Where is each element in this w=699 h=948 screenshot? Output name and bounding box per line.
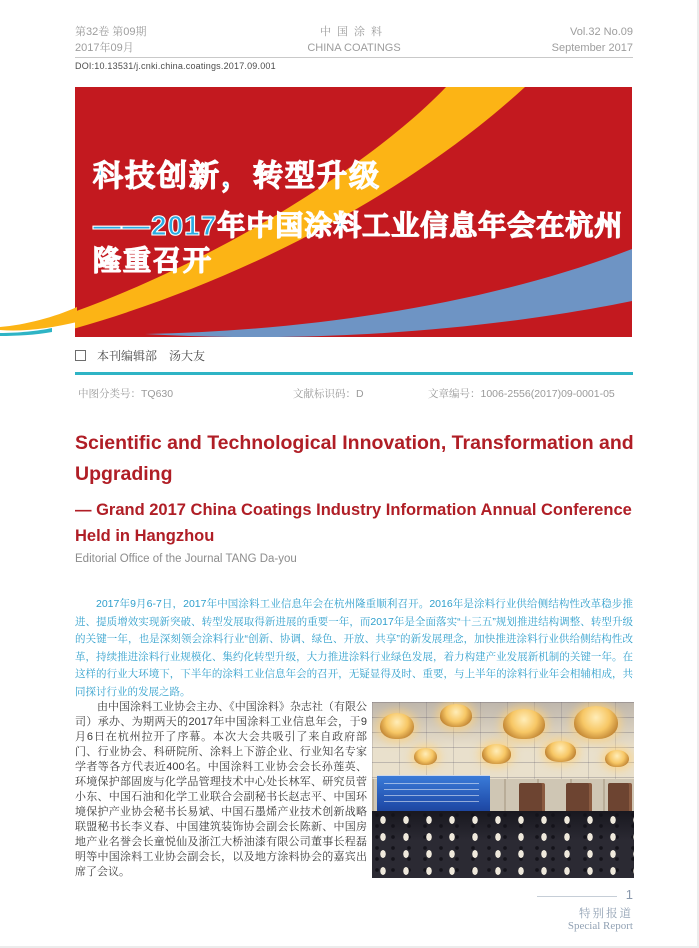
english-title: Scientific and Technological Innovation, Transformation and Upgrading xyxy=(75,432,634,485)
byline-label: 本刊编辑部 xyxy=(97,349,158,363)
chandelier-icon xyxy=(414,748,438,766)
english-authors: Editorial Office of the Journal TANG Da-you xyxy=(75,553,297,565)
photo-door xyxy=(608,783,629,815)
page-number-rule xyxy=(537,896,617,897)
banner-title-line1: 科技创新，转型升级 xyxy=(93,160,381,193)
journal-name-en: CHINA COATINGS xyxy=(307,42,401,54)
date-cn: 2017年09月 xyxy=(75,42,134,54)
page-number: 1 xyxy=(625,887,633,902)
chandelier-icon xyxy=(545,741,576,762)
banner-title-line2: ——2017年中国涂料工业信息年会在杭州 xyxy=(93,210,624,241)
chandelier-icon xyxy=(380,713,414,739)
teal-divider xyxy=(75,372,633,375)
document-code: 文献标识码：D xyxy=(293,388,364,400)
photo-audience xyxy=(372,811,634,878)
doi-text: DOI:10.13531/j.cnki.china.coatings.2017.09.001 xyxy=(75,61,276,71)
byline-square-icon xyxy=(75,350,86,361)
photo-door xyxy=(519,783,543,815)
volume-issue-en: Vol.32 No.09 xyxy=(570,26,633,38)
clc-number: 中图分类号：TQ630 xyxy=(78,388,174,400)
chandelier-icon xyxy=(482,744,511,763)
journal-name-cn: 中国涂料 xyxy=(320,26,388,38)
chandelier-icon xyxy=(440,704,471,727)
tail-yellow-stroke xyxy=(0,307,77,331)
title-banner xyxy=(75,87,632,337)
photo-door xyxy=(566,783,590,815)
banner-title-block xyxy=(93,159,623,279)
abstract-paragraph: 2017年9月6-7日，2017年中国涂料工业信息年会在杭州隆重顺利召开。2016年是涂料行业供给侧结构性改革稳步推进、提质增效实现新突破、转型发展取得新进展的重要一年，而2017年是全面落实“十三五”规划推进结构调整、转型升级的关键一年，也是深刻领会涂料行业“创新、协调、绿色、开放、共享”的新发展理念，加快推进涂料行业供给侧结构性改革，持续推进涂料行业规模化、集约化转型升级，大力推进涂料行业绿色发展，着力构建产业发展新机制的关键一年。在这样的行业大环境下，下半年的涂料工业信息年会的召开，无疑显得及时、重要，与上半年的涂料行业年会相辅相成，共同探讨行业的发展之路。 xyxy=(75,598,633,698)
article-meta-row xyxy=(78,386,633,401)
chandelier-icon xyxy=(503,709,545,739)
banner-title-line3: 隆重召开 xyxy=(93,245,214,276)
english-subtitle: — Grand 2017 China Coatings Industry Information Annual Conference Held in Hangzhou xyxy=(75,501,632,545)
volume-issue-cn: 第32卷 第09期 xyxy=(75,26,147,38)
header-divider xyxy=(75,57,633,58)
page-header xyxy=(75,24,633,56)
header-journal-name xyxy=(75,24,633,56)
page-number-row xyxy=(537,888,633,902)
banner-swoosh-tail xyxy=(0,305,77,345)
date-en: September 2017 xyxy=(551,42,633,54)
article-id: 文章编号：1006-2556(2017)09-0001-05 xyxy=(428,388,615,400)
chandelier-icon xyxy=(605,750,629,768)
conference-photo xyxy=(372,702,634,878)
body-paragraph: 由中国涂料工业协会主办、《中国涂料》杂志社（有限公司）承办、为期两天的2017年中国涂料工业信息年会，于9月6日在杭州拉开了序幕。本次大会共吸引了来自政府部门、行业协会、科研院所、涂料上下游企业、行业知名专家学者等各方代表近400名。中国涂料工业协会会长孙莲英、环境保护部固废与化学品管理技术中心处长林军、研究员菅小东、中国石油和化学工业联合会副秘书长赵志平、中国环境保护产业协会秘书长易斌、中国石墨烯产业技术创新战略联盟秘书长李义春、中国建筑装饰协会副会长陈新、中国房地产业名誉会长童悦仙及浙江大桥油漆有限公司董事长程磊明等中国涂料工业协会副会长，以及地方涂料协会的嘉宾出席了会议。 xyxy=(75,701,367,878)
byline-author: 汤大友 xyxy=(169,349,206,363)
section-label-en: Special Report xyxy=(567,920,633,932)
byline xyxy=(75,347,205,364)
chandelier-icon xyxy=(574,706,619,739)
header-volume-en xyxy=(552,24,633,56)
section-label-cn: 特别报道 xyxy=(579,908,633,920)
